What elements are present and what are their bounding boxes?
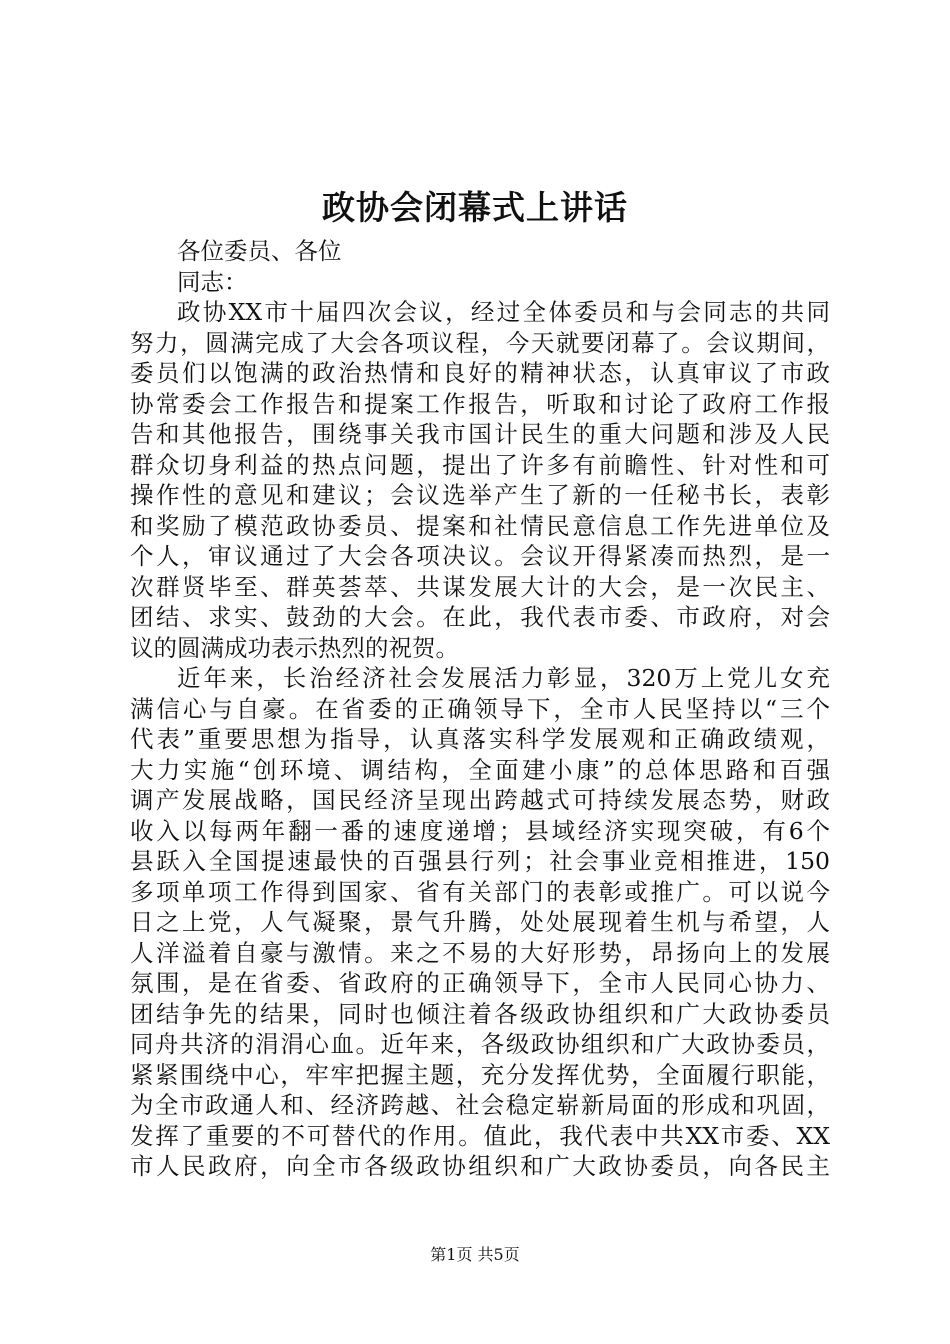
- salutation-line: 同志：: [177, 267, 248, 296]
- paragraph-1-line: 议的圆满成功表示热烈的祝贺。: [130, 633, 459, 662]
- document-body: [130, 236, 830, 1182]
- paragraph-2-line: 氛围，是在省委、省政府的正确领导下，全市人民同心协力、: [130, 969, 830, 997]
- paragraph-2-line: 满信心与自豪。在省委的正确领导下，全市人民坚持以“三个: [130, 694, 830, 723]
- paragraph-2-line: 市人民政府，向全市各级政协组织和广大政协委员，向各民主: [130, 1152, 830, 1180]
- paragraph-1-line: 个人，审议通过了大会各项决议。会议开得紧凑而热烈，是一: [130, 542, 830, 570]
- paragraph-2-line: 发挥了重要的不可替代的作用。值此，我代表中共XX市委、XX: [130, 1121, 830, 1150]
- paragraph-2-line: 大力实施“创环境、调结构，全面建小康”的总体思路和百强: [130, 755, 830, 784]
- paragraph-1-line: 团结、求实、鼓劲的大会。在此，我代表市委、市政府，对会: [130, 603, 830, 631]
- paragraph-2-line: 县跃入全国提速最快的百强县行列；社会事业竞相推进，150: [130, 847, 830, 875]
- paragraph-2-line: 紧紧围绕中心，牢牢把握主题，充分发挥优势，全面履行职能，: [130, 1060, 830, 1089]
- document-title: 政协会闭幕式上讲话: [322, 188, 628, 227]
- page-number-footer: 第1页 共5页: [430, 1245, 520, 1264]
- paragraph-2-line: 为全市政通人和、经济跨越、社会稳定崭新局面的形成和巩固，: [130, 1091, 830, 1119]
- paragraph-1-line: 告和其他报告，围绕事关我市国计民生的重大问题和涉及人民: [130, 420, 830, 448]
- paragraph-1-line: 操作性的意见和建议；会议选举产生了新的一任秘书长，表彰: [130, 481, 830, 509]
- paragraph-1-line: 群众切身利益的热点问题，提出了许多有前瞻性、针对性和可: [130, 450, 830, 479]
- paragraph-2-line: 近年来，长治经济社会发展活力彰显，320万上党儿女充: [177, 664, 830, 692]
- paragraph-2-line: 同舟共济的涓涓心血。近年来，各级政协组织和广大政协委员，: [130, 1030, 830, 1058]
- paragraph-1-line: 政协XX市十届四次会议，经过全体委员和与会同志的共同: [177, 298, 830, 326]
- paragraph-2-line: 多项单项工作得到国家、省有关部门的表彰或推广。可以说今: [130, 877, 830, 906]
- paragraph-1-line: 委员们以饱满的政治热情和良好的精神状态，认真审议了市政: [130, 359, 830, 387]
- paragraph-1-line: 次群贤毕至、群英荟萃、共谋发展大计的大会，是一次民主、: [130, 572, 830, 601]
- paragraph-2-line: 人洋溢着自豪与激情。来之不易的大好形势，昂扬向上的发展: [130, 938, 830, 967]
- paragraph-2-line: 调产发展战略，国民经济呈现出跨越式可持续发展态势，财政: [130, 786, 830, 814]
- paragraph-1-line: 和奖励了模范政协委员、提案和社情民意信息工作先进单位及: [130, 511, 830, 540]
- paragraph-1-line: 协常委会工作报告和提案工作报告，听取和讨论了政府工作报: [130, 389, 830, 418]
- paragraph-2-line: 代表”重要思想为指导，认真落实科学发展观和正确政绩观，: [130, 725, 830, 753]
- salutation-line: 各位委员、各位: [177, 237, 342, 265]
- paragraph-2-line: 团结争先的结果，同时也倾注着各级政协组织和广大政协委员: [130, 999, 830, 1028]
- paragraph-2-line: 收入以每两年翻一番的速度递增；县域经济实现突破，有6个: [130, 816, 830, 845]
- paragraph-1-line: 努力，圆满完成了大会各项议程，今天就要闭幕了。会议期间，: [130, 328, 830, 357]
- paragraph-2-line: 日之上党，人气凝聚，景气升腾，处处展现着生机与希望，人: [130, 908, 830, 936]
